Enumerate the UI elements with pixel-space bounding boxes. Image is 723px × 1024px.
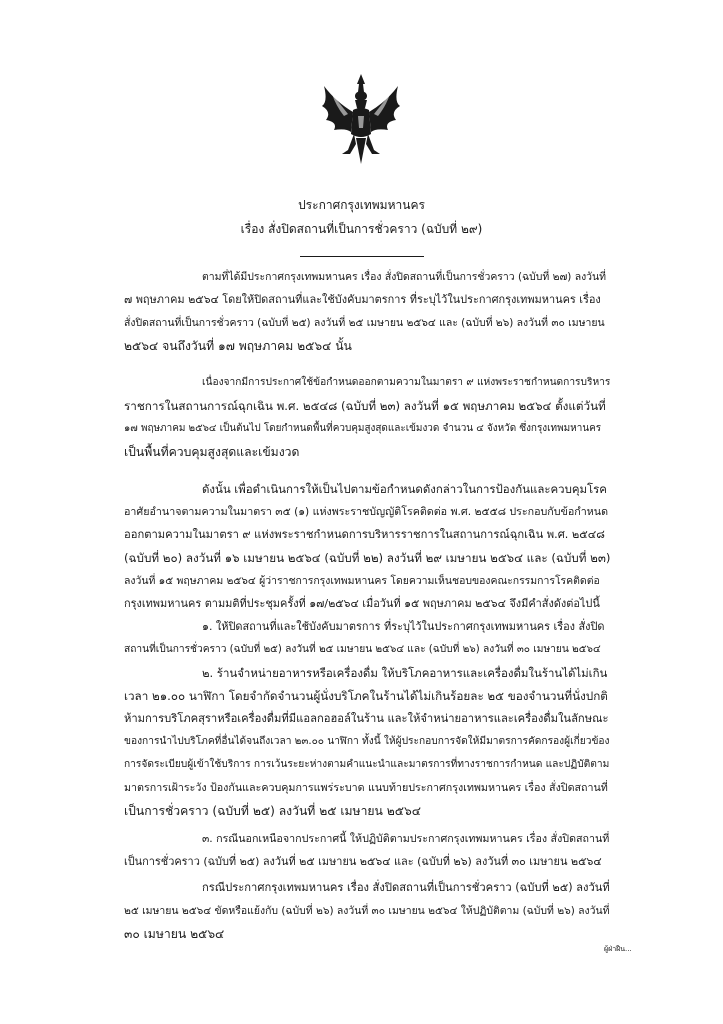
paragraph-1-line: ๒๕๖๔ จนถึงวันที่ ๑๗ พฤษภาคม ๒๕๖๔ นั้น (124, 339, 352, 353)
paragraph-2-line: ราชการในสถานการณ์ฉุกเฉิน พ.ศ. ๒๕๔๘ (ฉบับที่ ๒๓) ลงวันที่ ๑๕ พฤษภาคม ๒๕๖๔ ตั้งแต่วันที่ (124, 399, 606, 413)
paragraph-3-line: ออกตามความในมาตรา ๙ แห่งพระราชกำหนดการบริหารราชการในสถานการณ์ฉุกเฉิน พ.ศ. ๒๕๔๘ (124, 528, 605, 541)
item-2-line: ห้ามการบริโภคสุราหรือเครื่องดื่มที่มีแอลกอฮอล์ในร้าน และให้จำหน่ายอาหารและเครื่องดื่มในลักษณะ (124, 712, 609, 725)
paragraph-3-line: ดังนั้น เพื่อดำเนินการให้เป็นไปตามข้อกำหนดดังกล่าวในการป้องกันและควบคุมโรค (202, 482, 607, 496)
document-subject: เรื่อง สั่งปิดสถานที่เป็นการชั่วคราว (ฉบับที่ ๒๙) (240, 222, 483, 236)
paragraph-1-line: ๗ พฤษภาคม ๒๕๖๔ โดยให้ปิดสถานที่และใช้บังคับมาตรการ ที่ระบุไว้ในประกาศกรุงเทพมหานคร เรื่อง (124, 293, 601, 306)
document-issuer: ประกาศกรุงเทพมหานคร (298, 198, 425, 212)
paragraph-3-line: ลงวันที่ ๑๕ พฤษภาคม ๒๕๖๔ ผู้ว่าราชการกรุงเทพมหานคร โดยความเห็นชอบของคณะกรรมการโรคติดต่อ (124, 575, 600, 587)
item-1-line: ๑. ให้ปิดสถานที่และใช้บังคับมาตรการ ที่ระบุไว้ในประกาศกรุงเทพมหานคร เรื่อง สั่งปิด (202, 620, 605, 633)
item-2-line: มาตรการเฝ้าระวัง ป้องกันและควบคุมการแพร่ระบาด แนบท้ายประกาศกรุงเทพมหานคร เรื่อง สั่งปิดสถานที่ (124, 781, 608, 794)
item-2-line: ๒. ร้านจำหน่ายอาหารหรือเครื่องดื่ม ให้บริโภคอาหารและเครื่องดื่มในร้านได้ไม่เกิน (202, 666, 608, 680)
paragraph-2-line: เนื่องจากมีการประกาศใช้ข้อกำหนดออกตามความในมาตรา ๙ แห่งพระราชกำหนดการบริหาร (202, 377, 611, 388)
paragraph-3-line: กรุงเทพมหานคร ตามมติที่ประชุมครั้งที่ ๑๗/๒๕๖๔ เมื่อวันที่ ๑๕ พฤษภาคม ๒๕๖๔ จึงมีคำสั่งดังต่อไปนี้ (124, 597, 600, 610)
paragraph-2-line: ๑๗ พฤษภาคม ๒๕๖๔ เป็นต้นไป โดยกำหนดพื้นที่ควบคุมสูงสุดและเข้มงวด จำนวน ๔ จังหวัด ซึ่งกรุงเทพมหานคร (124, 423, 602, 434)
item-2-line: ของการนำไปบริโภคที่อื่นได้จนถึงเวลา ๒๓.๐๐ นาฬิกา ทั้งนี้ ให้ผู้ประกอบการจัดให้มีมาตรการคัดกรองผู้เกี่ยวข้อง (124, 736, 610, 747)
paragraph-4-line: ๒๕ เมษายน ๒๕๖๔ ขัดหรือแย้งกับ (ฉบับที่ ๒๖) ลงวันที่ ๓๐ เมษายน ๒๕๖๔ ให้ปฏิบัติตาม (ฉบับที่ ๒๖) ลงวันที่ (124, 905, 610, 917)
paragraph-2-line: เป็นพื้นที่ควบคุมสูงสุดและเข้มงวด (124, 445, 300, 459)
paragraph-1-line: สั่งปิดสถานที่เป็นการชั่วคราว (ฉบับที่ ๒๕) ลงวันที่ ๒๕ เมษายน ๒๕๖๔ และ (ฉบับที่ ๒๖) ลงวันที่ ๓๐ เมษายน (124, 317, 605, 329)
item-2-line: เป็นการชั่วคราว (ฉบับที่ ๒๕) ลงวันที่ ๒๕ เมษายน ๒๕๖๔ (124, 804, 421, 818)
paragraph-4-line: ๓๐ เมษายน ๒๕๖๔ (124, 927, 225, 941)
item-3-line: เป็นการชั่วคราว (ฉบับที่ ๒๕) ลงวันที่ ๒๕ เมษายน ๒๕๖๔ และ (ฉบับที่ ๒๖) ลงวันที่ ๓๐ เมษายน ๒๕๖๔ (124, 855, 602, 868)
continuation-text: ผู้ฝ่าฝืน... (604, 945, 632, 953)
paragraph-1-line: ตามที่ได้มีประกาศกรุงเทพมหานคร เรื่อง สั่งปิดสถานที่เป็นการชั่วคราว (ฉบับที่ ๒๗) ลงวันที่ (202, 271, 607, 283)
garuda-emblem-icon (318, 72, 404, 168)
item-2-line: เวลา ๒๑.๐๐ นาฬิกา โดยจำกัดจำนวนผู้นั่งบริโภคในร้านได้ไม่เกินร้อยละ ๒๕ ของจำนวนที่นั่งปกติ (124, 689, 608, 703)
item-3-line: ๓. กรณีนอกเหนือจากประกาศนี้ ให้ปฏิบัติตามประกาศกรุงเทพมหานคร เรื่อง สั่งปิดสถานที่ (202, 832, 610, 845)
paragraph-3-line: อาศัยอำนาจตามความในมาตรา ๓๕ (๑) แห่งพระราชบัญญัติโรคติดต่อ พ.ศ. ๒๕๕๘ ประกอบกับข้อกำหนด (124, 505, 609, 518)
paragraph-4-line: กรณีประกาศกรุงเทพมหานคร เรื่อง สั่งปิดสถานที่เป็นการชั่วคราว (ฉบับที่ ๒๕) ลงวันที่ (202, 881, 610, 894)
item-2-line: การจัดระเบียบผู้เข้าใช้บริการ การเว้นระยะห่างตามคำแนะนำและมาตรการที่ทางราชการกำหนด และปฏิบัติตาม (124, 759, 610, 770)
header-divider (300, 256, 424, 257)
item-1-line: สถานที่เป็นการชั่วคราว (ฉบับที่ ๒๕) ลงวันที่ ๒๕ เมษายน ๒๕๖๔ และ (ฉบับที่ ๒๖) ลงวันที่ ๓๐ เมษายน ๒๕๖๔ (124, 644, 601, 655)
paragraph-3-line: (ฉบับที่ ๒๐) ลงวันที่ ๑๖ เมษายน ๒๕๖๔ (ฉบับที่ ๒๒) ลงวันที่ ๒๙ เมษายน ๒๕๖๔ และ (ฉบับที่ ๒๓) (124, 551, 611, 565)
